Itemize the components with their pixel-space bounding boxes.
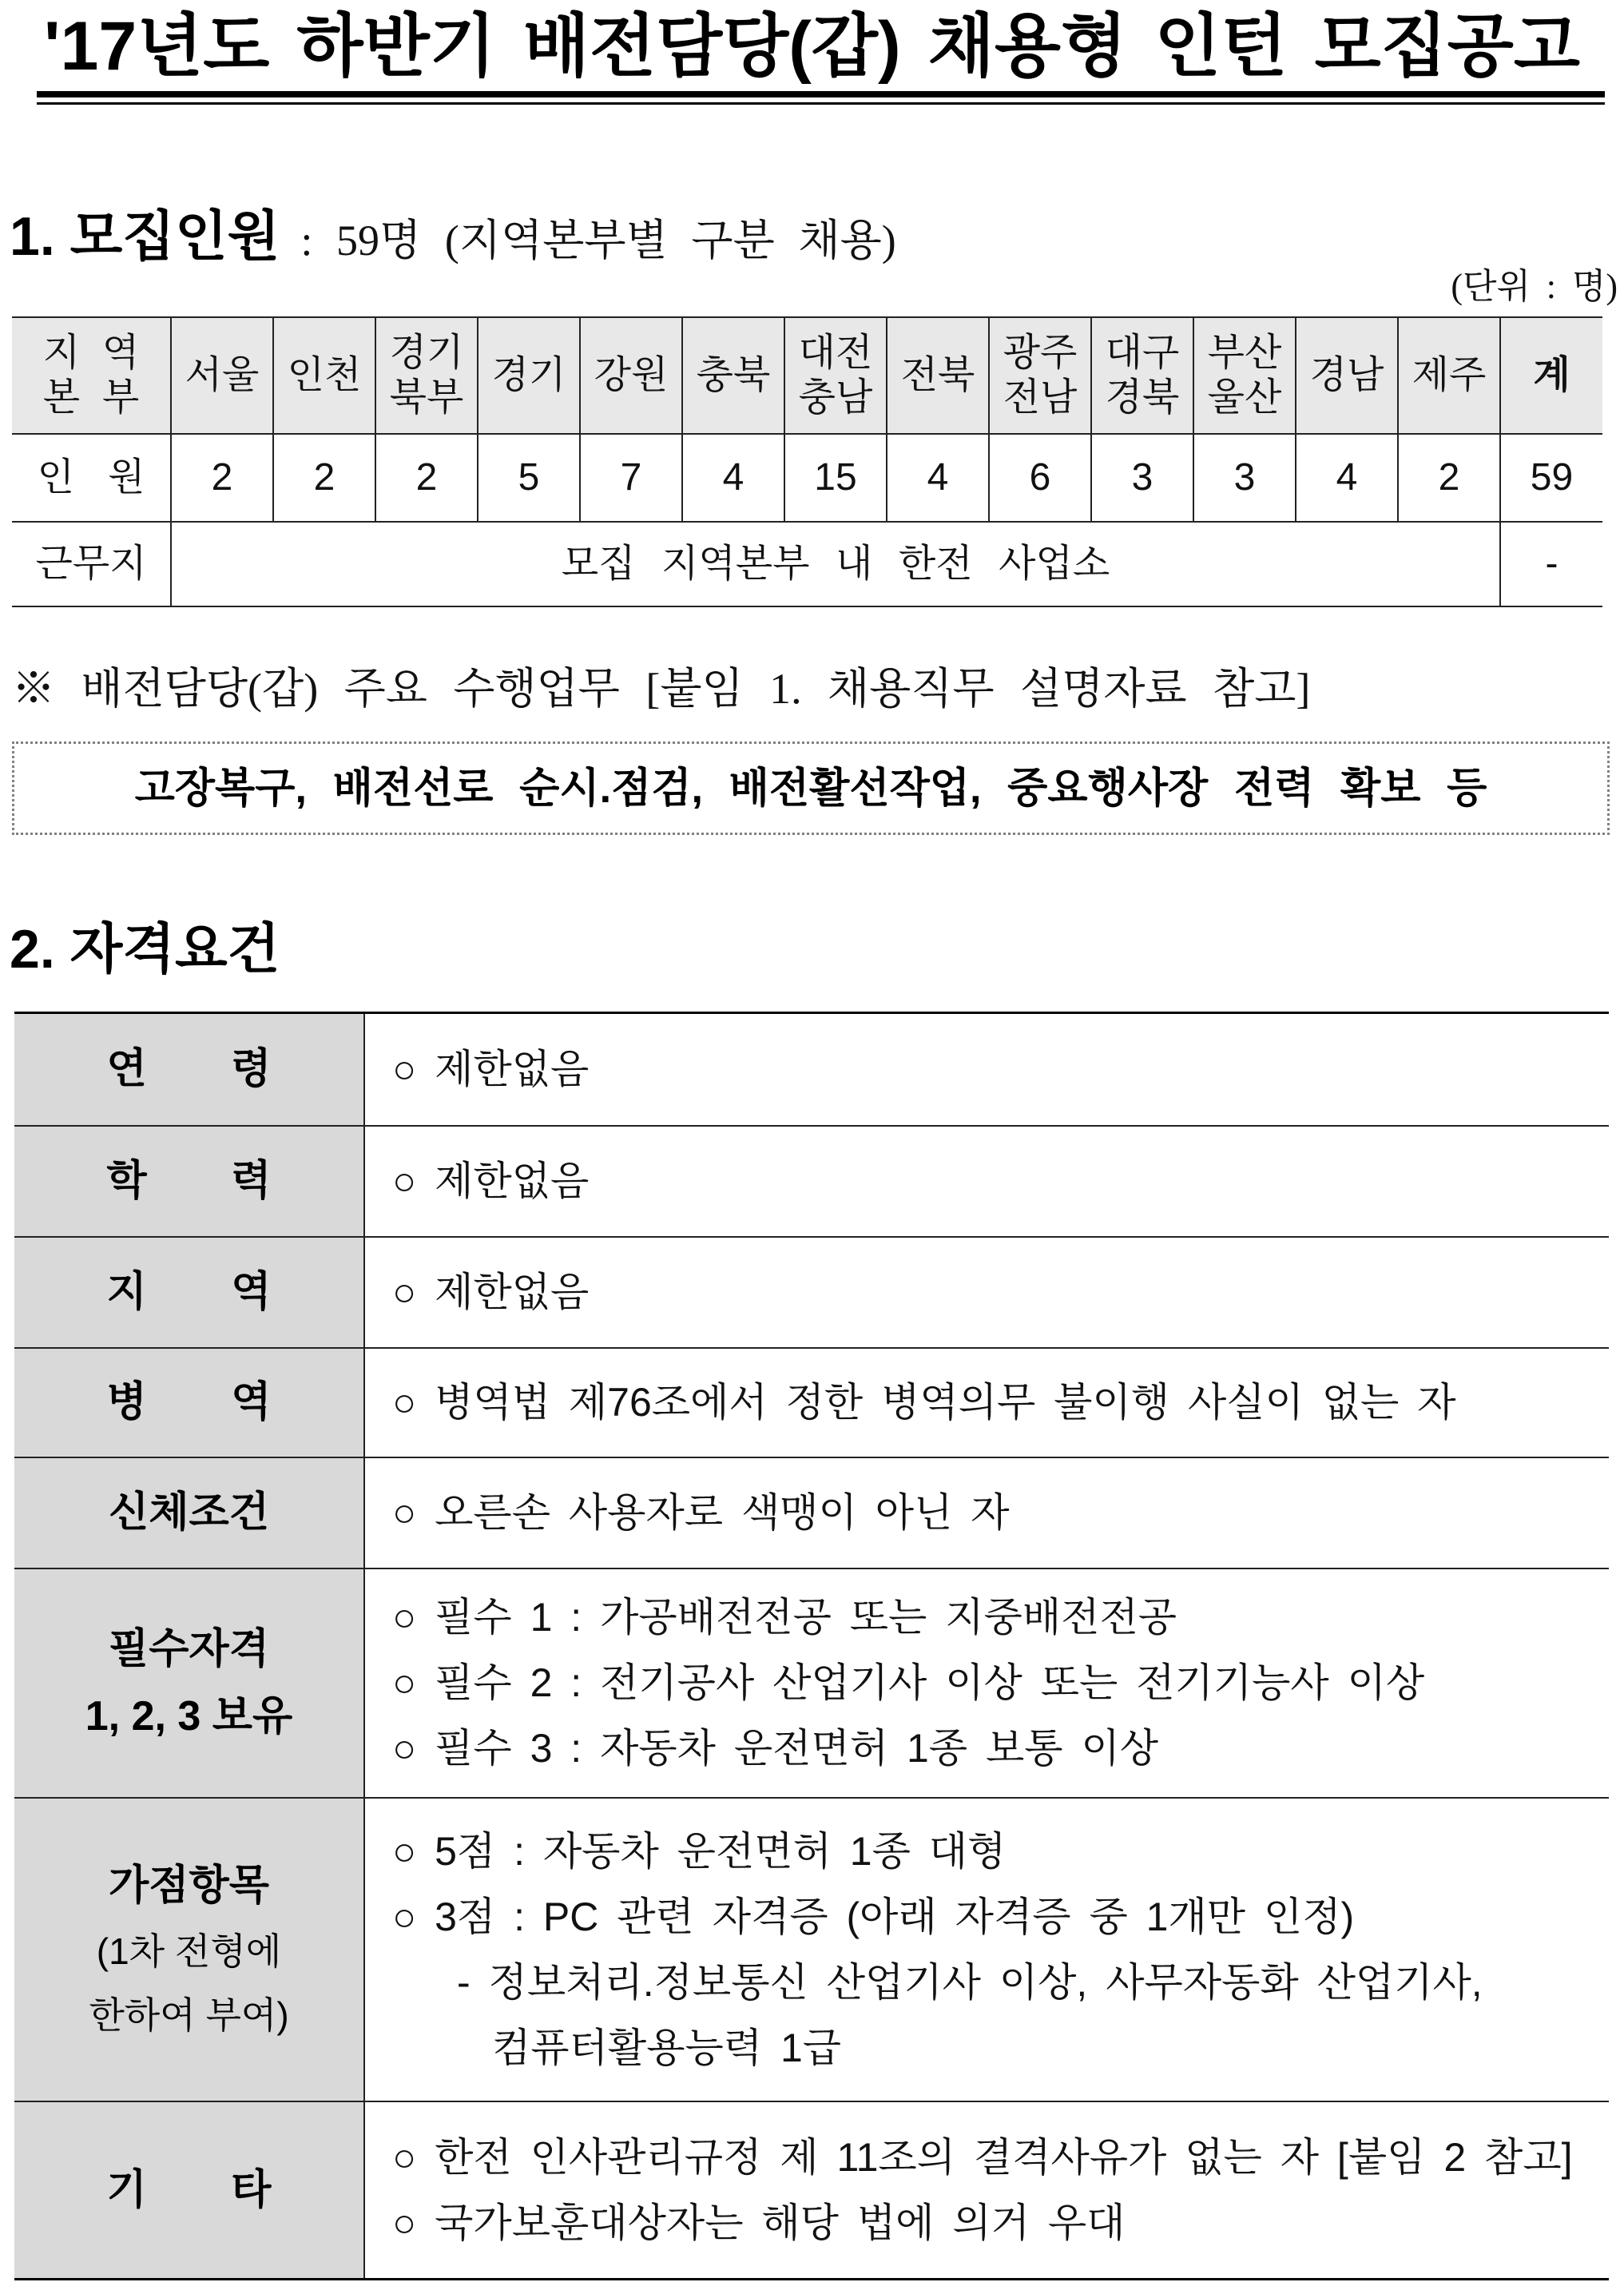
- region-name: 경기: [389, 332, 464, 374]
- title-underline-thin: [37, 102, 1605, 105]
- qualification-row-region: [14, 1237, 1609, 1348]
- duties-box: [12, 741, 1610, 835]
- content-line: ○ 병역법 제76조에서 정한 병역의무 불이행 사실이 없는 자: [392, 1380, 1456, 1425]
- qualification-row-physical: [14, 1457, 1609, 1568]
- row-label-text: 병 역: [106, 1379, 272, 1425]
- region-daejeon-chungnam: [784, 317, 887, 434]
- row-label-region: [14, 1237, 364, 1348]
- region-jeonbuk: [887, 317, 989, 434]
- row-content-other: [364, 2101, 1609, 2280]
- row-label-text: 신체조건: [109, 1489, 269, 1536]
- region-name: 제주: [1412, 354, 1487, 396]
- region-name: 충북: [696, 354, 771, 396]
- content-line: ○ 제한없음: [392, 1047, 590, 1092]
- row-label-subtext: 한하여 부여): [89, 1994, 289, 2036]
- content-subline: - 정보처리.정보통신 산업기사 이상, 사무자동화 산업기사,: [457, 1959, 1483, 2005]
- workplace-value: 모집 지역본부 내 한전 사업소: [171, 522, 1500, 606]
- content-line: ○ 필수 1 : 가공배전전공 또는 지중배전전공: [392, 1595, 1177, 1640]
- region-gyeonggi: [478, 317, 580, 434]
- content-line: ○ 필수 2 : 전기공사 산업기사 이상 또는 전기기능사 이상: [392, 1660, 1425, 1705]
- row-content-bonus: [364, 1798, 1609, 2101]
- row-label-text: 1, 2, 3 보유: [85, 1693, 293, 1739]
- row-label-other: [14, 2101, 364, 2280]
- region-incheon: [273, 317, 375, 434]
- row-label-text: 학 력: [106, 1158, 272, 1204]
- qualification-row-military: [14, 1348, 1609, 1457]
- row-label-required: [14, 1568, 364, 1798]
- workplace-row: [12, 522, 1602, 606]
- region-gangwon: [580, 317, 682, 434]
- qualification-row-other: [14, 2101, 1609, 2280]
- row-label-bonus: [14, 1798, 364, 2101]
- row-label-text: 필수자격: [109, 1626, 269, 1672]
- row-content-age: [364, 1013, 1609, 1126]
- region-name: 전북: [900, 354, 975, 396]
- row-content-physical: [364, 1457, 1609, 1568]
- region-header-label-line: 지 역: [42, 332, 140, 374]
- region-name: 전남: [1003, 376, 1078, 419]
- region-name: 인천: [287, 354, 362, 396]
- content-subline: 컴퓨터활용능력 1급: [492, 2025, 842, 2070]
- region-name: 대구: [1105, 332, 1180, 374]
- row-label-text: 지 역: [106, 1269, 272, 1315]
- section1-heading-row: [10, 198, 896, 275]
- qualification-row-required: [14, 1568, 1609, 1798]
- document-title: '17년도 하반기 배전담당(갑) 채용형 인턴 모집공고: [44, 8, 1580, 85]
- duties-text: 고장복구, 배전선로 순시.점검, 배전활선작업, 중요행사장 전력 확보 등: [134, 765, 1487, 812]
- section2-heading-row: [10, 911, 280, 988]
- headcount-cell: 4: [887, 434, 989, 522]
- row-label-text: 기 타: [106, 2166, 272, 2213]
- content-line: ○ 필수 3 : 자동차 운전면허 1종 보통 이상: [392, 1726, 1159, 1771]
- headcount-cell: 2: [375, 434, 478, 522]
- region-name: 경북: [1105, 376, 1180, 419]
- qualification-row-age: [14, 1013, 1609, 1126]
- region-gwangju-jeonnam: [989, 317, 1091, 434]
- unit-note: (단위 : 명): [1451, 267, 1618, 306]
- title-underline-thick: [37, 91, 1605, 97]
- headcount-label: 인 원: [12, 434, 171, 522]
- headcount-table: [12, 316, 1602, 607]
- content-line: ○ 5점 : 자동차 운전면허 1종 대형: [392, 1828, 1007, 1874]
- region-name: 북부: [389, 376, 464, 419]
- workplace-total: -: [1500, 522, 1602, 606]
- headcount-total: 59: [1500, 434, 1602, 522]
- region-name: 경남: [1309, 354, 1384, 396]
- content-line: ○ 3점 : PC 관련 자격증 (아래 자격증 중 1개만 인정): [392, 1894, 1355, 1939]
- headcount-cell: 2: [171, 434, 273, 522]
- row-content-required: [364, 1568, 1609, 1798]
- headcount-row: [12, 434, 1602, 522]
- section1-heading: 1. 모집인원: [10, 206, 280, 267]
- headcount-cell: 5: [478, 434, 580, 522]
- region-name: 대전: [798, 332, 873, 374]
- qualification-row-bonus: [14, 1798, 1609, 2101]
- region-jeju: [1398, 317, 1500, 434]
- row-label-age: [14, 1013, 364, 1126]
- content-line: ○ 국가보훈대상자는 해당 법에 의거 우대: [392, 2200, 1126, 2245]
- region-gyeonggi-north: [375, 317, 478, 434]
- region-daegu-gyeongbuk: [1091, 317, 1193, 434]
- region-seoul: [171, 317, 273, 434]
- qualification-table: [14, 1012, 1609, 2280]
- row-label-education: [14, 1126, 364, 1237]
- headcount-cell: 15: [784, 434, 887, 522]
- section1-summary: : 59명 (지역본부별 구분 채용): [300, 217, 896, 264]
- region-name: 울산: [1207, 376, 1282, 419]
- headcount-cell: 3: [1091, 434, 1193, 522]
- region-name: 충남: [798, 376, 873, 419]
- row-content-education: [364, 1126, 1609, 1237]
- headcount-cell: 2: [273, 434, 375, 522]
- content-line: ○ 오른손 사용자로 색맹이 아닌 자: [392, 1490, 1010, 1535]
- region-name: 광주: [1003, 332, 1078, 374]
- region-name: 강원: [594, 354, 669, 396]
- headcount-cell: 4: [1296, 434, 1398, 522]
- row-label-text: 연 령: [106, 1046, 272, 1093]
- content-line: ○ 제한없음: [392, 1270, 590, 1314]
- section2-heading: 2. 자격요건: [10, 919, 280, 980]
- region-chungbuk: [682, 317, 784, 434]
- total-header: 계: [1500, 317, 1602, 434]
- row-content-military: [364, 1348, 1609, 1457]
- headcount-cell: 7: [580, 434, 682, 522]
- qualification-row-education: [14, 1126, 1609, 1237]
- content-line: ○ 한전 인사관리규정 제 11조의 결격사유가 없는 자 [붙임 2 참고]: [392, 2134, 1573, 2180]
- region-name: 경기: [491, 354, 566, 396]
- headcount-cell: 2: [1398, 434, 1500, 522]
- row-label-military: [14, 1348, 364, 1457]
- workplace-label: 근무지: [12, 522, 171, 606]
- row-label-physical: [14, 1457, 364, 1568]
- headcount-cell: 6: [989, 434, 1091, 522]
- region-gyeongnam: [1296, 317, 1398, 434]
- content-line: ○ 제한없음: [392, 1159, 590, 1203]
- row-content-region: [364, 1237, 1609, 1348]
- region-name: 부산: [1207, 332, 1282, 374]
- headcount-cell: 3: [1193, 434, 1296, 522]
- region-busan-ulsan: [1193, 317, 1296, 434]
- duties-note: ※ 배전담당(갑) 주요 수행업무 [붙임 1. 채용직무 설명자료 참고]: [12, 665, 1311, 713]
- headcount-cell: 4: [682, 434, 784, 522]
- row-label-text: 가점항목: [109, 1862, 269, 1909]
- row-label-subtext: (1차 전형에: [96, 1930, 282, 1972]
- region-header-row: [12, 317, 1602, 434]
- region-name: 서울: [185, 354, 260, 396]
- region-header-label: [12, 317, 171, 434]
- region-header-label-line: 본 부: [42, 376, 140, 419]
